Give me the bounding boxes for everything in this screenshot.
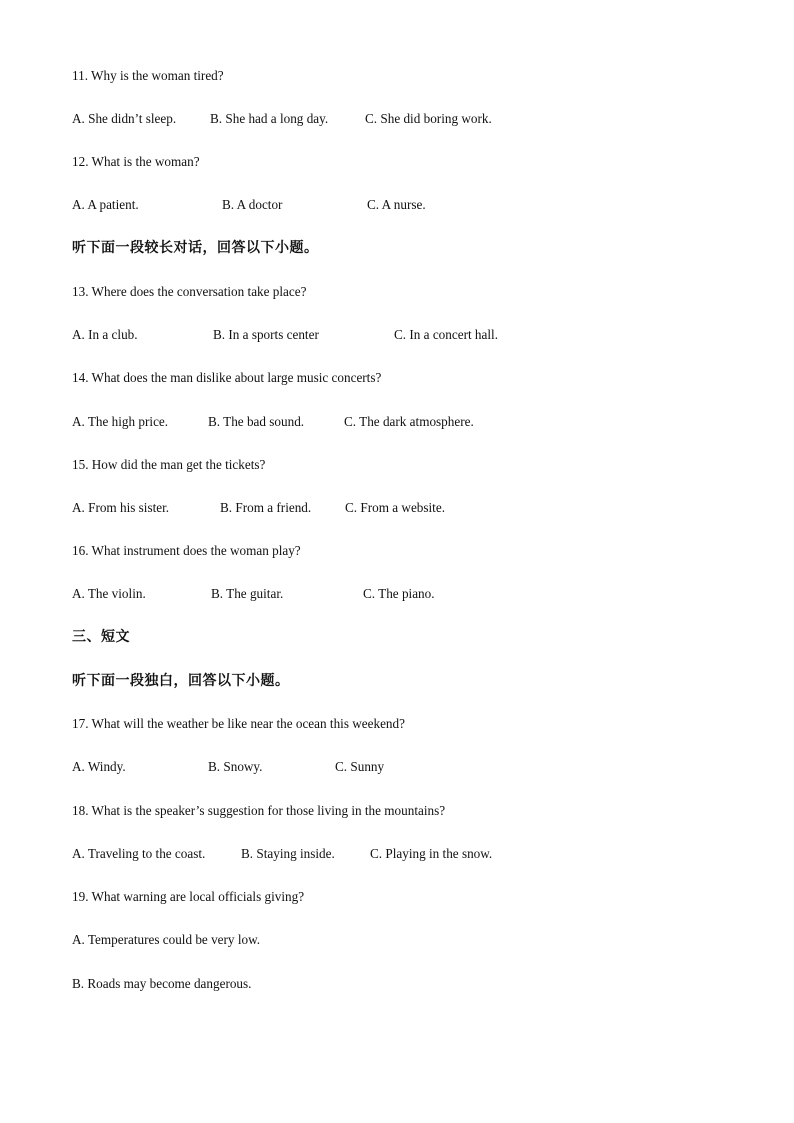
option-12-c: C. A nurse. [367, 197, 426, 212]
option-15-a: A. From his sister. [72, 500, 170, 515]
option-11-a: A. She didn’t sleep. [72, 111, 177, 126]
question-12: 12. What is the woman? [72, 154, 200, 169]
options-18 [72, 846, 532, 862]
question-18: 18. What is the speaker’s suggestion for those living in the mountains? [72, 803, 446, 818]
option-17-b: B. Snowy. [208, 759, 263, 774]
question-19: 19. What warning are local officials giving? [72, 889, 305, 904]
question-11: 11. Why is the woman tired? [72, 68, 224, 83]
option-11-c: C. She did boring work. [365, 111, 492, 126]
options-13 [72, 327, 532, 343]
options-11 [72, 111, 532, 127]
option-16-c: C. The piano. [363, 586, 435, 601]
option-19-a: A. Temperatures could be very low. [72, 932, 261, 947]
options-16 [72, 586, 532, 602]
options-15 [72, 500, 532, 516]
monologue-instruction: 听下面一段独白，回答以下小题。 [72, 673, 290, 689]
option-14-c: C. The dark atmosphere. [344, 414, 474, 429]
options-14 [72, 414, 532, 430]
option-12-b: B. A doctor [222, 197, 283, 212]
question-13: 13. Where does the conversation take place? [72, 284, 307, 299]
option-15-c: C. From a website. [345, 500, 445, 515]
option-15-b: B. From a friend. [220, 500, 312, 515]
option-19-b: B. Roads may become dangerous. [72, 976, 252, 991]
question-15: 15. How did the man get the tickets? [72, 457, 266, 472]
option-13-b: B. In a sports center [213, 327, 319, 342]
option-16-b: B. The guitar. [211, 586, 284, 601]
question-16: 16. What instrument does the woman play? [72, 543, 301, 558]
section-three-heading: 三、短文 [72, 629, 130, 645]
option-12-a: A. A patient. [72, 197, 139, 212]
option-13-a: A. In a club. [72, 327, 138, 342]
option-13-c: C. In a concert hall. [394, 327, 498, 342]
option-16-a: A. The violin. [72, 586, 146, 601]
option-18-c: C. Playing in the snow. [370, 846, 493, 861]
options-17 [72, 759, 532, 775]
option-17-c: C. Sunny [335, 759, 385, 774]
options-12 [72, 197, 532, 213]
option-14-a: A. The high price. [72, 414, 169, 429]
question-17: 17. What will the weather be like near the ocean this weekend? [72, 716, 405, 731]
option-17-a: A. Windy. [72, 759, 126, 774]
option-11-b: B. She had a long day. [210, 111, 329, 126]
option-18-a: A. Traveling to the coast. [72, 846, 206, 861]
question-14: 14. What does the man dislike about large music concerts? [72, 370, 382, 385]
dialogue-instruction: 听下面一段较长对话，回答以下小题。 [72, 240, 319, 256]
option-14-b: B. The bad sound. [208, 414, 305, 429]
option-18-b: B. Staying inside. [241, 846, 335, 861]
